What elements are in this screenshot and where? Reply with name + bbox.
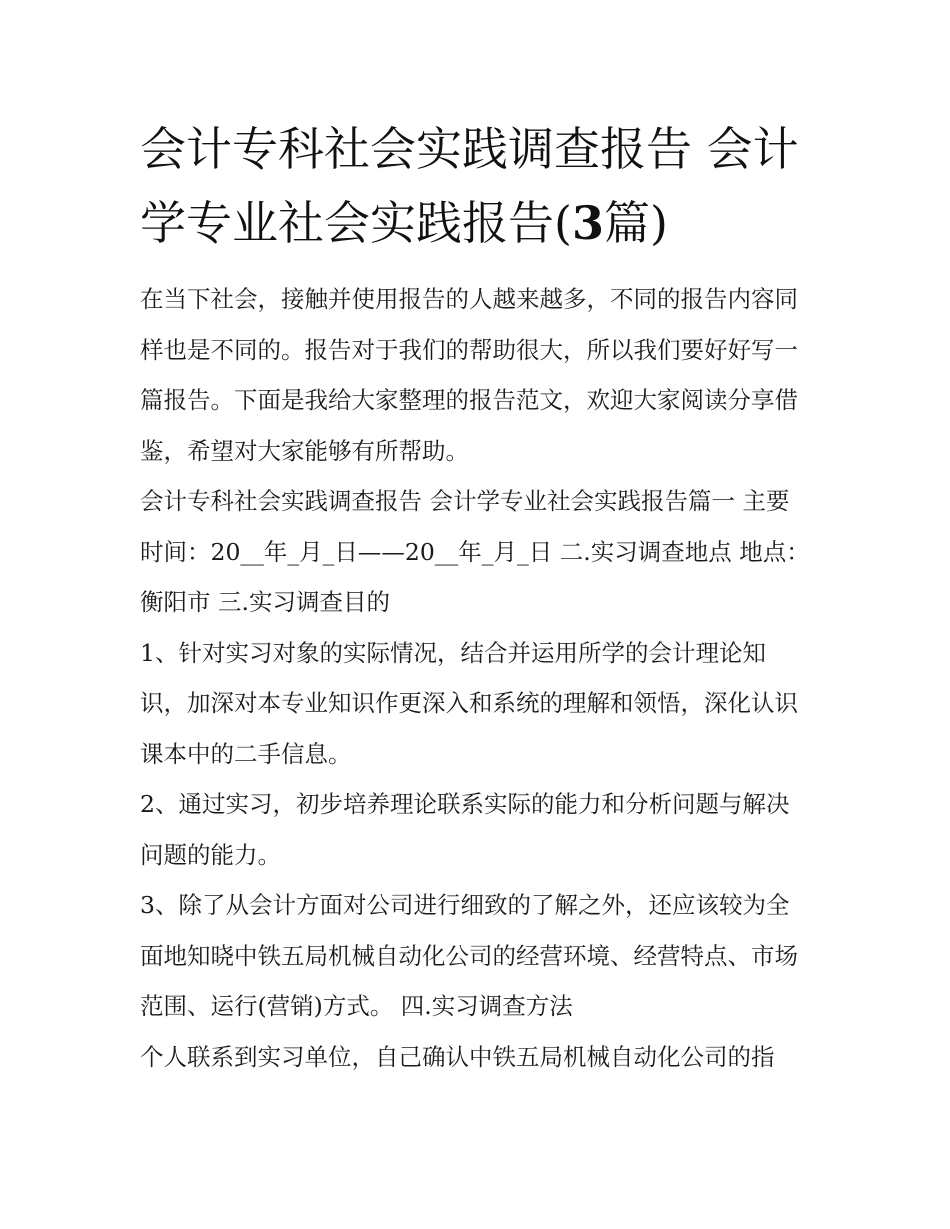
title-text-end: 篇) [603, 196, 668, 250]
document-body [140, 112, 812, 1082]
method-paragraph: 个人联系到实习单位，自己确认中铁五局机械自动化公司的指 [140, 1042, 775, 1071]
section-header-paragraph: 会计专科社会实践调查报告 会计学专业社会实践报告篇一 主要时间：20__年_月_日——20__年_月_日 二.实习调查地点 地点：衡阳市 三.实习调查目的 [140, 487, 810, 616]
list-item-3: 3、除了从会计方面对公司进行细致的了解之外，还应该较为全面地知晓中铁五局机械自动化公司的经营环境、经营特点、市场范围、运行(营销)方式。 四.实习调查方法 [140, 891, 798, 1020]
title-text: 会计专科社会实践调查报告 会计学专业社会实践报告( [140, 122, 799, 250]
title-count: 3 [571, 196, 604, 250]
document-title [140, 112, 812, 260]
list-item-1: 1、针对实习对象的实际情况，结合并运用所学的会计理论知识，加深对本专业知识作更深入和系统的理解和领悟，深化认识课本中的二手信息。 [140, 638, 798, 768]
intro-paragraph: 在当下社会，接触并使用报告的人越来越多，不同的报告内容同样也是不同的。报告对于我们的帮助很大，所以我们要好好写一篇报告。下面是我给大家整理的报告范文，欢迎大家阅读分享借鉴，希望对大家能够有所帮助。 [140, 285, 798, 465]
list-item-2: 2、通过实习，初步培养理论联系实际的能力和分析问题与解决问题的能力。 [140, 790, 790, 869]
